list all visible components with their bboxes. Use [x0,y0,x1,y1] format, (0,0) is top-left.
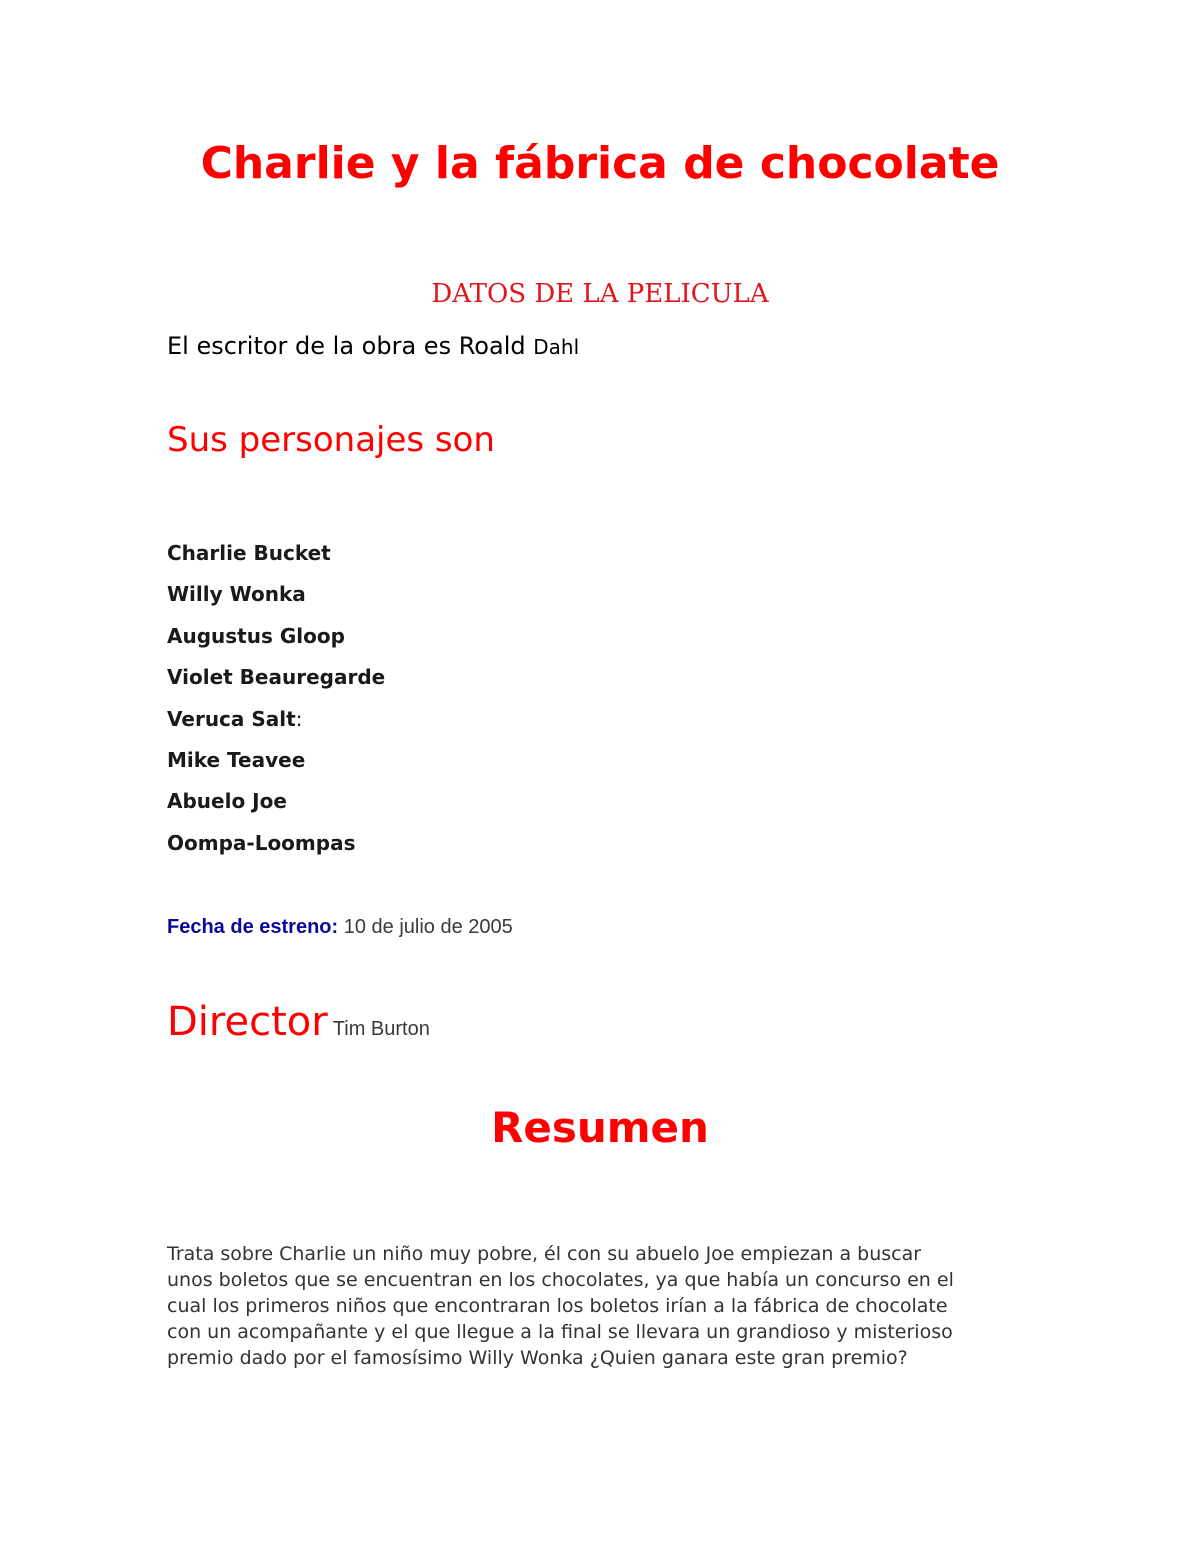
character-item: Augustus Gloop [167,623,345,648]
writer-text: El escritor de la obra es Roald [167,332,526,360]
director-value: Tim Burton [332,1018,430,1040]
character-item: Willy Wonka [167,582,306,607]
summary-line: Trata sobre Charlie un niño muy pobre, él con su abuelo Joe empiezan a buscar [167,1243,922,1265]
character-item: Mike Teavee [167,747,306,772]
document-title: Charlie y la fábrica de chocolate [200,138,1000,189]
summary-line: unos boletos que se encuentran en los chocolates, ya que había un concurso en el [167,1269,954,1291]
character-colon: : [295,706,303,731]
character-item: Oompa-Loompas [167,830,356,855]
characters-list [167,537,385,868]
writer-line [167,330,579,363]
summary-line: cual los primeros niños que encontraran los boletos irían a la fábrica de chocolate [167,1295,948,1317]
summary-line: con un acompañante y el que llegue a la final se llevara un grandioso y misterioso [167,1321,953,1343]
release-date-label: Fecha de estreno: [167,916,339,938]
director-label: Director [167,999,328,1045]
section-label: DATOS DE LA PELICULA [431,279,769,309]
characters-heading: Sus personajes son [167,420,495,460]
summary-line: premio dado por el famosísimo Willy Wonka ¿Quien ganara este gran premio? [167,1347,908,1369]
character-item: Violet Beauregarde [167,665,386,690]
writer-surname: Dahl [533,335,580,359]
release-date-line [167,912,513,942]
summary-heading: Resumen [491,1103,709,1152]
release-date-value: 10 de julio de 2005 [343,916,513,938]
summary-paragraph [167,1241,1037,1371]
character-item: Charlie Bucket [167,541,331,565]
director-line [167,994,430,1058]
character-item: Veruca Salt: [167,706,303,731]
character-item: Abuelo Joe [167,789,287,814]
